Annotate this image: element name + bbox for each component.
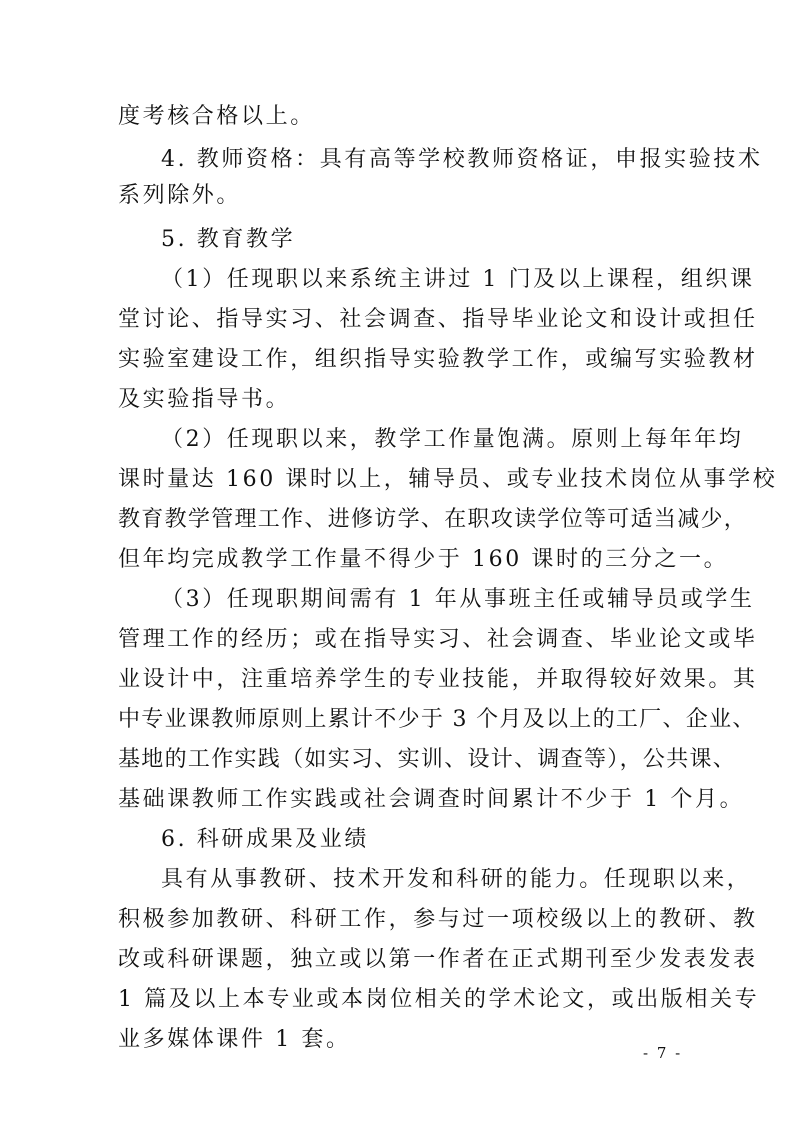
text-line: 1 篇及以上本专业或本岗位相关的学术论文，或出版相关专 bbox=[118, 987, 760, 1012]
text-line: 但年均完成教学工作量不得少于 160 课时的三分之一。 bbox=[118, 547, 729, 572]
text-line: 教育教学管理工作、进修访学、在职攻读学位等可适当减少， bbox=[118, 507, 748, 532]
text-line: 系列除外。 bbox=[118, 183, 242, 208]
section-heading-teacher-qualification: 4. 教师资格：具有高等学校教师资格证，申报实验技术 bbox=[161, 147, 763, 172]
text-line: 改或科研课题，独立或以第一作者在正式期刊至少发表发表 bbox=[118, 947, 758, 972]
text-line: 具有从事教研、技术开发和科研的能力。任现职以来， bbox=[161, 867, 752, 892]
text-line: 度考核合格以上。 bbox=[118, 104, 315, 129]
text-line: （1）任现职以来系统主讲过 1 门及以上课程，组织课 bbox=[161, 267, 755, 292]
text-line: 课时量达 160 课时以上，辅导员、或专业技术岗位从事学校 bbox=[118, 467, 778, 492]
page-number: - 7 - bbox=[643, 1044, 683, 1062]
text-line: 中专业课教师原则上累计不少于 3 个月及以上的工厂、企业、 bbox=[118, 707, 756, 732]
section-heading-education-teaching: 5. 教育教学 bbox=[161, 227, 296, 252]
text-line: 实验室建设工作，组织指导实验教学工作，或编写实验教材 bbox=[118, 347, 758, 372]
text-line: 业多媒体课件 1 套。 bbox=[118, 1027, 351, 1052]
text-line: 堂讨论、指导实习、社会调查、指导毕业论文和设计或担任 bbox=[118, 307, 758, 332]
text-line: 基础课教师工作实践或社会调查时间累计不少于 1 个月。 bbox=[118, 787, 745, 812]
text-line: 管理工作的经历；或在指导实习、社会调查、毕业论文或毕 bbox=[118, 627, 758, 652]
section-heading-research-achievements: 6. 科研成果及业绩 bbox=[161, 827, 369, 852]
text-line: 积极参加教研、科研工作，参与过一项校级以上的教研、教 bbox=[118, 907, 758, 932]
text-line: （2）任现职以来，教学工作量饱满。原则上每年年均 bbox=[161, 427, 744, 452]
text-line: 业设计中，注重培养学生的专业技能，并取得较好效果。其 bbox=[118, 667, 758, 692]
text-line: 基地的工作实践（如实习、实训、设计、调查等），公共课、 bbox=[118, 747, 737, 772]
text-line: 及实验指导书。 bbox=[118, 387, 291, 412]
text-line: （3）任现职期间需有 1 年从事班主任或辅导员或学生 bbox=[161, 587, 755, 612]
